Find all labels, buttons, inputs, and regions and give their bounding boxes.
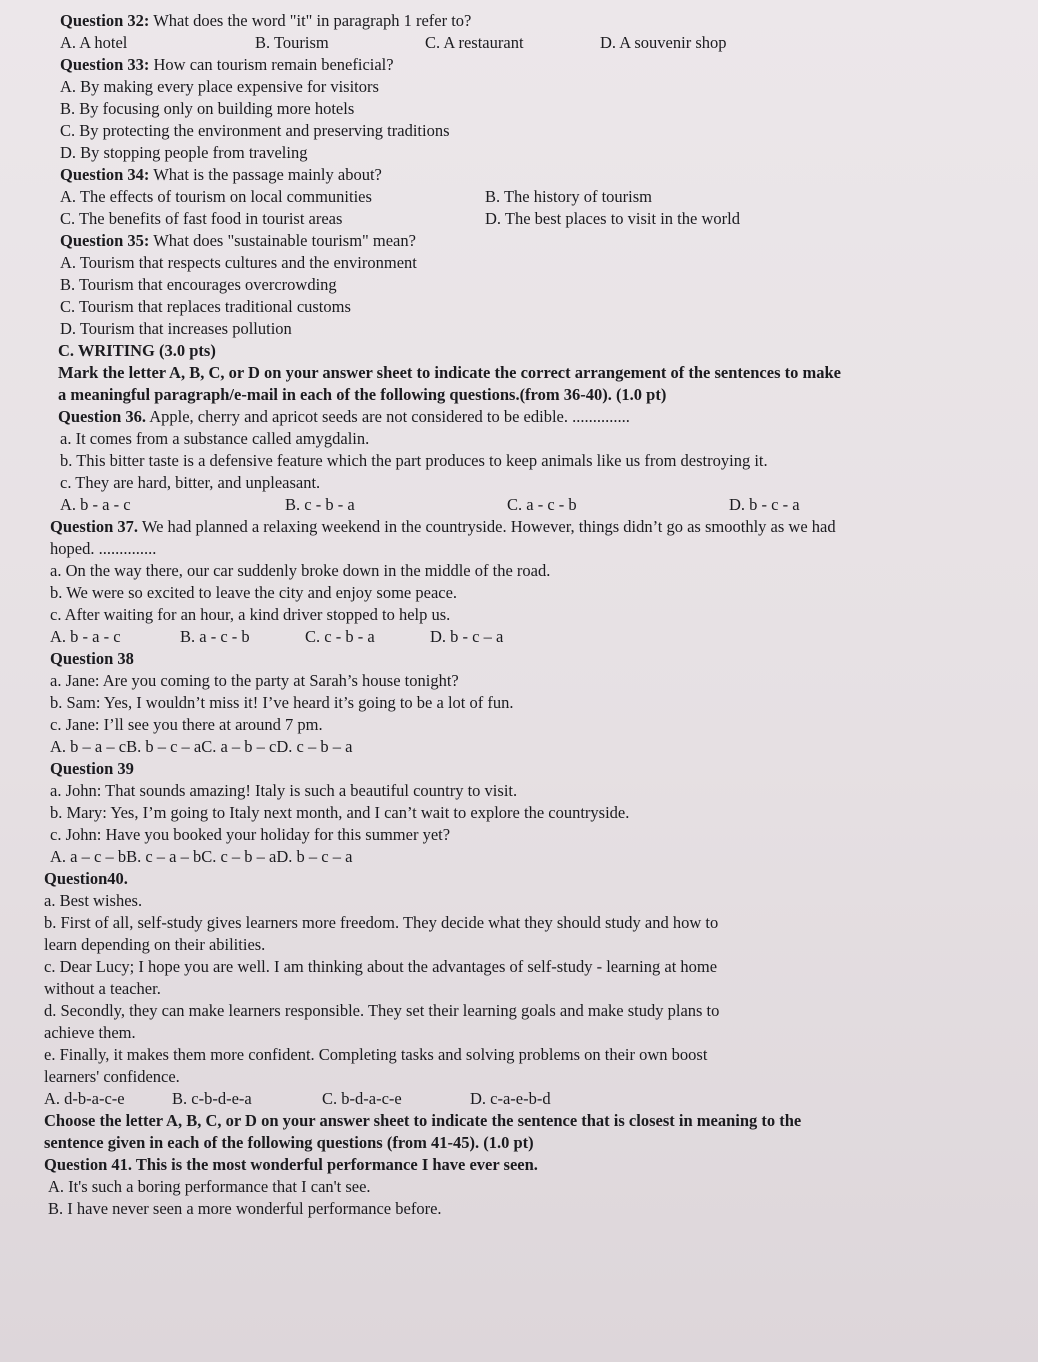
question-label: Question 41. This is the most wonderful performance I have ever seen.: [44, 1155, 538, 1174]
sentence-b: b. This bitter taste is a defensive feature which the part produces to keep animals like us from destroying it.: [60, 451, 768, 470]
sentence-b: b. Mary: Yes, I’m going to Italy next month, and I can’t wait to explore the countryside.: [50, 803, 630, 822]
sentence-c: c. John: Have you booked your holiday for this summer yet?: [50, 825, 451, 844]
question-text: How can tourism remain beneficial?: [153, 55, 394, 74]
sentence-c-cont: without a teacher.: [44, 979, 161, 998]
option-a: A. b - a - c: [60, 495, 131, 514]
option-b: B. c-b-d-e-a: [172, 1089, 252, 1108]
option-c: C. The benefits of fast food in tourist areas: [60, 209, 343, 228]
closest-meaning-section: [44, 1110, 998, 1154]
sentence-e: e. Finally, it makes them more confident. Completing tasks and solving problems on their own boost: [44, 1045, 708, 1064]
question-label: Question 39: [50, 759, 134, 778]
sentence-a: a. On the way there, our car suddenly broke down in the middle of the road.: [50, 561, 551, 580]
option-a: A. The effects of tourism on local communities: [60, 187, 372, 206]
sentence-a: a. John: That sounds amazing! Italy is such a beautiful country to visit.: [50, 781, 518, 800]
option-c: C. A restaurant: [425, 33, 524, 52]
sentence-d-cont: achieve them.: [44, 1023, 136, 1042]
option-c: C. c - b - a: [305, 627, 375, 646]
question-label: Question 33:: [60, 55, 150, 74]
question-label: Question 35:: [60, 231, 150, 250]
question-37: [50, 516, 998, 648]
options-inline: A. a – c – bB. c – a – bC. c – b – aD. b – c – a: [50, 847, 353, 866]
option-b: B. By focusing only on building more hotels: [60, 99, 355, 118]
options-inline: A. b – a – cB. b – c – aC. a – b – cD. c – b – a: [50, 737, 353, 756]
option-b: B. The history of tourism: [485, 187, 652, 206]
question-text: What does "sustainable tourism" mean?: [153, 231, 416, 250]
sentence-a: a. Best wishes.: [44, 891, 143, 910]
question-39: [50, 758, 998, 868]
question-label: Question40.: [44, 869, 128, 888]
sentence-a: a. It comes from a substance called amygdalin.: [60, 429, 370, 448]
option-a: A. It's such a boring performance that I can't see.: [48, 1177, 371, 1196]
sentence-d: d. Secondly, they can make learners responsible. They set their learning goals and make study plans to: [44, 1001, 720, 1020]
sentence-c: c. They are hard, bitter, and unpleasant.: [60, 473, 321, 492]
sentence-b: b. First of all, self-study gives learners more freedom. They decide what they should study and how to: [44, 913, 719, 932]
question-label: Question 32:: [60, 11, 150, 30]
question-label: Question 34:: [60, 165, 150, 184]
option-d: D. A souvenir shop: [600, 33, 727, 52]
option-c: C. By protecting the environment and preserving traditions: [60, 121, 450, 140]
option-c: C. a - c - b: [507, 495, 577, 514]
option-b: B. Tourism that encourages overcrowding: [60, 275, 337, 294]
question-40: [44, 868, 998, 1110]
section-heading: C. WRITING (3.0 pts): [58, 341, 216, 360]
option-d: D. b - c - a: [729, 495, 800, 514]
question-text: We had planned a relaxing weekend in the countryside. However, things didn’t go as smoothly as we had: [141, 517, 836, 536]
question-text: What is the passage mainly about?: [153, 165, 382, 184]
option-d: D. c-a-e-b-d: [470, 1089, 551, 1108]
question-label: Question 36.: [58, 407, 147, 426]
option-c: C. Tourism that replaces traditional customs: [60, 297, 351, 316]
question-38: [50, 648, 998, 758]
question-36: [50, 406, 998, 516]
question-text: What does the word "it" in paragraph 1 refer to?: [153, 11, 472, 30]
section-instruction-cont: sentence given in each of the following questions (from 41-45). (1.0 pt): [44, 1133, 534, 1152]
option-d: D. b - c – a: [430, 627, 504, 646]
question-text-cont: hoped. ..............: [50, 539, 157, 558]
option-d: D. Tourism that increases pollution: [60, 319, 292, 338]
question-33: [50, 54, 998, 164]
section-instruction: Choose the letter A, B, C, or D on your answer sheet to indicate the sentence that is closest in meaning to the: [44, 1111, 802, 1130]
option-b: B. Tourism: [255, 33, 329, 52]
sentence-c: c. Jane: I’ll see you there at around 7 pm.: [50, 715, 323, 734]
option-b: B. c - b - a: [285, 495, 355, 514]
sentence-a: a. Jane: Are you coming to the party at Sarah’s house tonight?: [50, 671, 459, 690]
option-c: C. b-d-a-c-e: [322, 1089, 402, 1108]
option-b: B. I have never seen a more wonderful performance before.: [48, 1199, 442, 1218]
option-a: A. A hotel: [60, 33, 128, 52]
question-text: Apple, cherry and apricot seeds are not considered to be edible. ..............: [149, 407, 630, 426]
option-b: B. a - c - b: [180, 627, 250, 646]
sentence-b-cont: learn depending on their abilities.: [44, 935, 266, 954]
question-35: [50, 230, 998, 340]
option-a: A. Tourism that respects cultures and the environment: [60, 253, 417, 272]
option-d: D. By stopping people from traveling: [60, 143, 308, 162]
section-instruction: Mark the letter A, B, C, or D on your answer sheet to indicate the correct arrangement of the sentences to make: [58, 363, 841, 382]
sentence-b: b. We were so excited to leave the city and enjoy some peace.: [50, 583, 458, 602]
sentence-e-cont: learners' confidence.: [44, 1067, 180, 1086]
option-a: A. b - a - c: [50, 627, 121, 646]
sentence-b: b. Sam: Yes, I wouldn’t miss it! I’ve heard it’s going to be a lot of fun.: [50, 693, 514, 712]
section-instruction-cont: a meaningful paragraph/e-mail in each of the following questions.(from 36-40). (1.0 pt): [58, 385, 667, 404]
question-41: [44, 1154, 998, 1220]
question-34: [50, 164, 998, 230]
option-d: D. The best places to visit in the world: [485, 209, 740, 228]
option-a: A. d-b-a-c-e: [44, 1089, 125, 1108]
writing-section: [50, 340, 998, 406]
question-label: Question 37.: [50, 517, 139, 536]
question-32: [50, 10, 998, 54]
sentence-c: c. After waiting for an hour, a kind driver stopped to help us.: [50, 605, 451, 624]
option-a: A. By making every place expensive for visitors: [60, 77, 379, 96]
sentence-c: c. Dear Lucy; I hope you are well. I am thinking about the advantages of self-study - learning at home: [44, 957, 718, 976]
question-label: Question 38: [50, 649, 134, 668]
